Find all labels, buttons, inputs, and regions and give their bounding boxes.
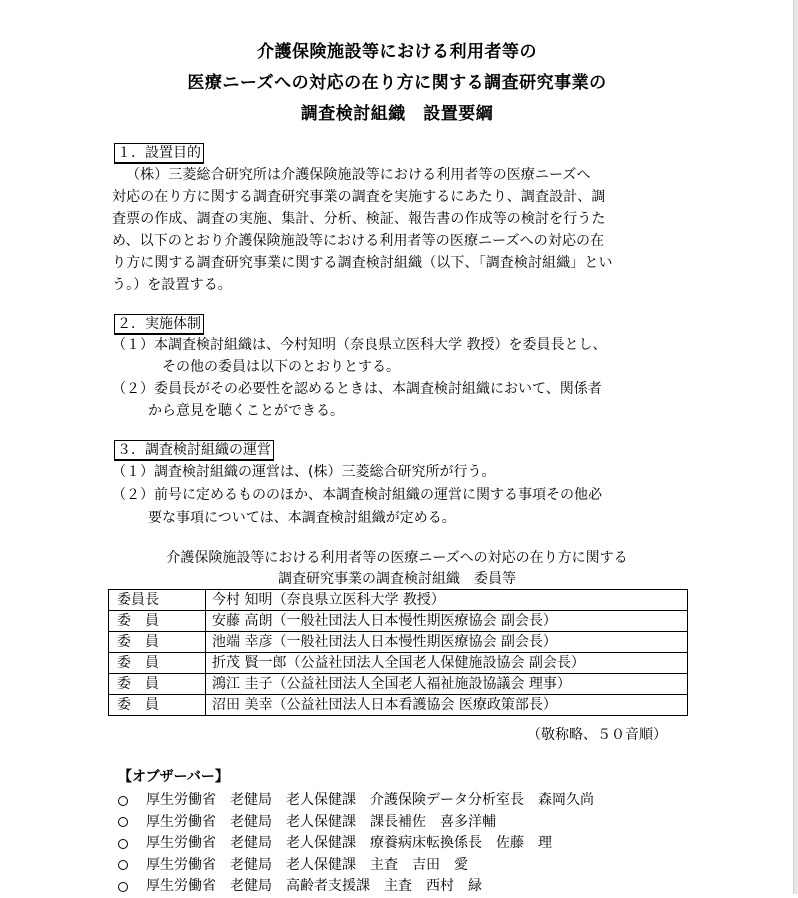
- document-title-line-3: 調査検討組織 設置要綱: [300, 104, 494, 124]
- observer-text: 厚生労働省 老健局 高齢者支援課 主査 西村 緑: [146, 878, 482, 894]
- member-role: 委 員: [109, 611, 206, 632]
- scrollbar[interactable]: [794, 0, 798, 894]
- circle-bullet-icon: [118, 796, 128, 806]
- table-row: [109, 611, 688, 632]
- document-title-line-1: 介護保険施設等における利用者等の: [257, 42, 537, 62]
- section-1-heading: １．設置目的: [114, 143, 204, 164]
- member-role: 委 員: [109, 674, 206, 695]
- circle-bullet-icon: [118, 817, 128, 827]
- section-1-paragraph: [112, 164, 692, 296]
- member-role: 委 員: [109, 632, 206, 653]
- circle-bullet-icon: [118, 839, 128, 849]
- list-item: [116, 790, 594, 812]
- paragraph-line: め、以下のとおり介護保険施設等における利用者等の医療ニーズへの対応の在: [112, 233, 605, 249]
- section-2-item-1-line-2: その他の委員は以下のとおりとする。: [162, 359, 400, 375]
- observer-text: 厚生労働省 老健局 老人保健課 主査 吉田 愛: [146, 856, 468, 873]
- table-caption-line-1: 介護保険施設等における利用者等の医療ニーズへの対応の在り方に関する: [166, 550, 628, 566]
- section-2-item-2-line-2: から意見を聴くことができる。: [148, 403, 344, 419]
- circle-bullet-icon: [118, 882, 128, 892]
- observers-list: [116, 790, 594, 898]
- list-item: [116, 833, 594, 855]
- list-item: [116, 876, 594, 898]
- section-3-item-1-line-1: （１）調査検討組織の運営は、(株）三菱総合研究所が行う。: [112, 464, 496, 480]
- paragraph-line: り方に関する調査研究事業に関する調査検討組織（以下、「調査検討組織」とい: [112, 255, 613, 271]
- member-role: 委 員: [109, 653, 206, 674]
- table-row: [109, 653, 688, 674]
- member-name: 安藤 高朗（一般社団法人日本慢性期医療協会 副会長）: [206, 611, 688, 632]
- member-role: 委 員: [109, 695, 206, 716]
- table-row: [109, 632, 688, 653]
- section-2-item-1-line-1: （１）本調査検討組織は、今村知明（奈良県立医科大学 教授）を委員長とし、: [112, 337, 607, 353]
- paragraph-line: 対応の在り方に関する調査研究事業の調査を実施するにあたり、調査設計、調: [112, 189, 606, 205]
- observers-heading: 【オブザーバー】: [118, 769, 229, 785]
- member-name: 池端 幸彦（一般社団法人日本慢性期医療協会 副会長）: [206, 632, 688, 653]
- document-title-line-2: 医療ニーズへの対応の在り方に関する調査研究事業の: [187, 73, 607, 93]
- table-caption-line-2: 調査研究事業の調査検討組織 委員等: [278, 571, 516, 587]
- observer-text: 厚生労働省 老健局 老人保健課 課長補佐 喜多洋輔: [146, 813, 496, 830]
- member-role: 委員長: [109, 590, 206, 611]
- section-3-item-2-line-2: 要な事項については、本調査検討組織が定める。: [148, 510, 456, 526]
- paragraph-line: 査票の作成、調査の実施、集計、分析、検証、報告書の作成等の検討を行うた: [112, 211, 606, 227]
- circle-bullet-icon: [118, 860, 128, 870]
- section-3-heading: ３．調査検討組織の運営: [114, 440, 274, 461]
- section-2-item-2-line-1: （２）委員長がその必要性を認めるときは、本調査検討組織において、関係者: [112, 381, 602, 397]
- member-name: 鴻江 圭子（公益社団法人全国老人福祉施設協議会 理事）: [206, 674, 688, 695]
- table-row: [109, 695, 688, 716]
- member-name: 沼田 美幸（公益社団法人日本看護協会 医療政策部長）: [206, 695, 688, 716]
- member-name: 今村 知明（奈良県立医科大学 教授）: [206, 590, 688, 611]
- paragraph-line: （株）三菱総合研究所は介護保険施設等における利用者等の医療ニーズへ: [126, 167, 591, 183]
- honorific-note: （敬称略、５０音順）: [527, 727, 667, 743]
- table-row: [109, 674, 688, 695]
- members-table: [108, 589, 688, 716]
- section-3-item-2-line-1: （２）前号に定めるもののほか、本調査検討組織の運営に関する事項その他必: [112, 487, 602, 503]
- observer-text: 厚生労働省 老健局 老人保健課 療養病床転換係長 佐藤 理: [146, 835, 552, 851]
- paragraph-line: う。）を設置する。: [112, 277, 232, 293]
- list-item: [116, 812, 594, 834]
- member-name: 折茂 賢一郎（公益社団法人全国老人保健施設協会 副会長）: [206, 653, 688, 674]
- table-row: [109, 590, 688, 611]
- observer-text: 厚生労働省 老健局 老人保健課 介護保険データ分析室長 森岡久尚: [146, 792, 594, 808]
- list-item: [116, 855, 594, 877]
- section-2-heading: ２．実施体制: [114, 314, 204, 335]
